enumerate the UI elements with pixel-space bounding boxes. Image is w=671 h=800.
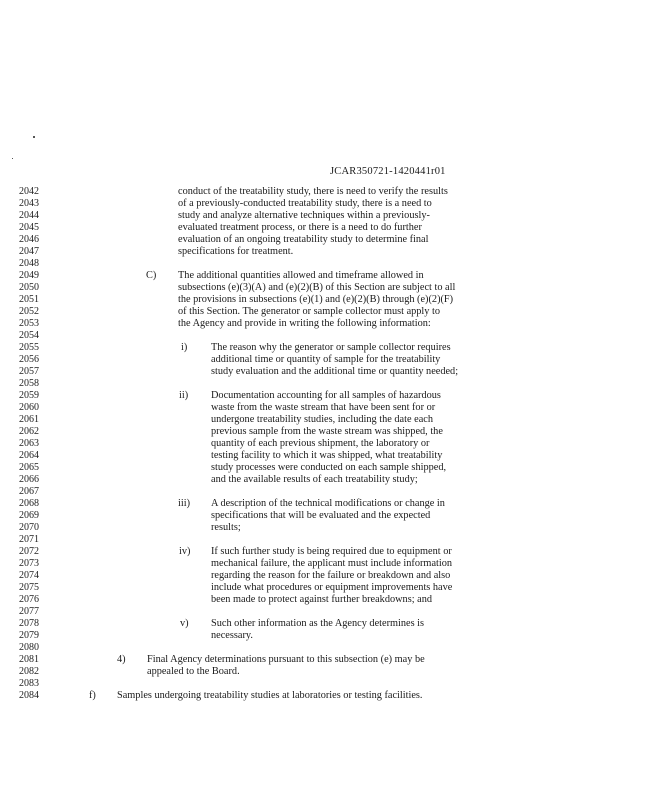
subsection-marker: 4) xyxy=(117,654,126,665)
subsection-marker: iii) xyxy=(178,498,191,509)
subsection-marker: v) xyxy=(180,618,189,629)
line-number: 2051 xyxy=(19,294,39,305)
line-number: 2056 xyxy=(19,354,39,365)
line-number: 2068 xyxy=(19,498,39,509)
line-number: 2065 xyxy=(19,462,39,473)
text-line: regarding the reason for the failure or breakdown and also xyxy=(211,570,451,581)
line-number: 2053 xyxy=(19,318,39,329)
scan-speck xyxy=(12,158,13,159)
text-line: Such other information as the Agency determines is xyxy=(211,618,425,629)
text-line: Documentation accounting for all samples of hazardous xyxy=(211,390,441,401)
text-line: subsections (e)(3)(A) and (e)(2)(B) of this Section are subject to all xyxy=(178,282,456,293)
text-line: previous sample from the waste stream was shipped, the xyxy=(211,426,443,437)
line-number: 2044 xyxy=(19,210,39,221)
subsection-marker: iv) xyxy=(179,546,191,557)
text-line: undergone treatability studies, including the date each xyxy=(211,414,433,425)
text-line: the Agency and provide in writing the following information: xyxy=(178,318,431,329)
subsection-marker: C) xyxy=(146,270,157,281)
line-number: 2064 xyxy=(19,450,39,461)
line-number: 2078 xyxy=(19,618,39,629)
text-line: study and analyze alternative techniques within a previously- xyxy=(178,210,430,221)
line-number: 2046 xyxy=(19,234,39,245)
line-number: 2050 xyxy=(19,282,39,293)
line-number: 2083 xyxy=(19,678,39,689)
line-number: 2061 xyxy=(19,414,39,425)
line-number: 2067 xyxy=(19,486,39,497)
text-line: been made to protect against further breakdowns; and xyxy=(211,594,433,605)
text-line: of a previously-conducted treatability study, there is a need to xyxy=(178,198,432,209)
line-number: 2057 xyxy=(19,366,39,377)
scan-speck xyxy=(33,136,35,138)
line-number: 2043 xyxy=(19,198,39,209)
text-line: necessary. xyxy=(211,630,253,641)
line-number: 2072 xyxy=(19,546,39,557)
text-line: evaluation of an ongoing treatability study to determine final xyxy=(178,234,429,245)
line-number: 2042 xyxy=(19,186,39,197)
line-number: 2049 xyxy=(19,270,39,281)
text-line: quantity of each previous shipment, the laboratory or xyxy=(211,438,430,449)
text-line: The reason why the generator or sample collector requires xyxy=(211,342,451,353)
line-number: 2076 xyxy=(19,594,39,605)
text-line: results; xyxy=(211,522,241,533)
text-line: of this Section. The generator or sample collector must apply to xyxy=(178,306,441,317)
text-line: conduct of the treatability study, there is need to verify the results xyxy=(178,186,448,197)
line-number: 2060 xyxy=(19,402,39,413)
line-number: 2054 xyxy=(19,330,39,341)
text-line: study evaluation and the additional time or quantity needed; xyxy=(211,366,459,377)
text-line: specifications that will be evaluated and the expected xyxy=(211,510,431,521)
text-line: Final Agency determinations pursuant to this subsection (e) may be xyxy=(147,654,425,665)
line-number: 2082 xyxy=(19,666,39,677)
subsection-marker: f) xyxy=(89,690,96,701)
line-number: 2073 xyxy=(19,558,39,569)
text-line: include what procedures or equipment improvements have xyxy=(211,582,453,593)
line-number: 2084 xyxy=(19,690,39,701)
text-line: study processes were conducted on each sample shipped, xyxy=(211,462,447,473)
line-number: 2069 xyxy=(19,510,39,521)
text-line: and the available results of each treatability study; xyxy=(211,474,418,485)
line-number: 2066 xyxy=(19,474,39,485)
text-line: Samples undergoing treatability studies at laboratories or testing facilities. xyxy=(117,690,423,701)
text-line: mechanical failure, the applicant must include information xyxy=(211,558,453,569)
line-number: 2070 xyxy=(19,522,39,533)
line-number: 2075 xyxy=(19,582,39,593)
document-id: JCAR350721-1420441r01 xyxy=(330,166,446,177)
line-number: 2047 xyxy=(19,246,39,257)
line-number: 2062 xyxy=(19,426,39,437)
subsection-marker: i) xyxy=(181,342,188,353)
line-number: 2081 xyxy=(19,654,39,665)
line-number: 2055 xyxy=(19,342,39,353)
line-number: 2045 xyxy=(19,222,39,233)
line-number: 2079 xyxy=(19,630,39,641)
line-number: 2059 xyxy=(19,390,39,401)
text-line: testing facility to which it was shipped, what treatability xyxy=(211,450,443,461)
line-number: 2058 xyxy=(19,378,39,389)
text-line: waste from the waste stream that have been sent for or xyxy=(211,402,436,413)
text-line: evaluated treatment process, or there is a need to do further xyxy=(178,222,422,233)
text-line: the provisions in subsections (e)(1) and (e)(2)(B) through (e)(2)(F) xyxy=(178,294,454,305)
subsection-marker: ii) xyxy=(179,390,189,401)
text-line: specifications for treatment. xyxy=(178,246,294,257)
text-line: appealed to the Board. xyxy=(147,666,240,677)
line-number: 2077 xyxy=(19,606,39,617)
line-number: 2052 xyxy=(19,306,39,317)
line-number: 2071 xyxy=(19,534,39,545)
line-number: 2048 xyxy=(19,258,39,269)
line-number: 2080 xyxy=(19,642,39,653)
line-number: 2074 xyxy=(19,570,39,581)
text-line: additional time or quantity of sample for the treatability xyxy=(211,354,441,365)
text-line: If such further study is being required due to equipment or xyxy=(211,546,452,557)
text-line: The additional quantities allowed and timeframe allowed in xyxy=(178,270,424,281)
line-number: 2063 xyxy=(19,438,39,449)
text-line: A description of the technical modifications or change in xyxy=(211,498,445,509)
